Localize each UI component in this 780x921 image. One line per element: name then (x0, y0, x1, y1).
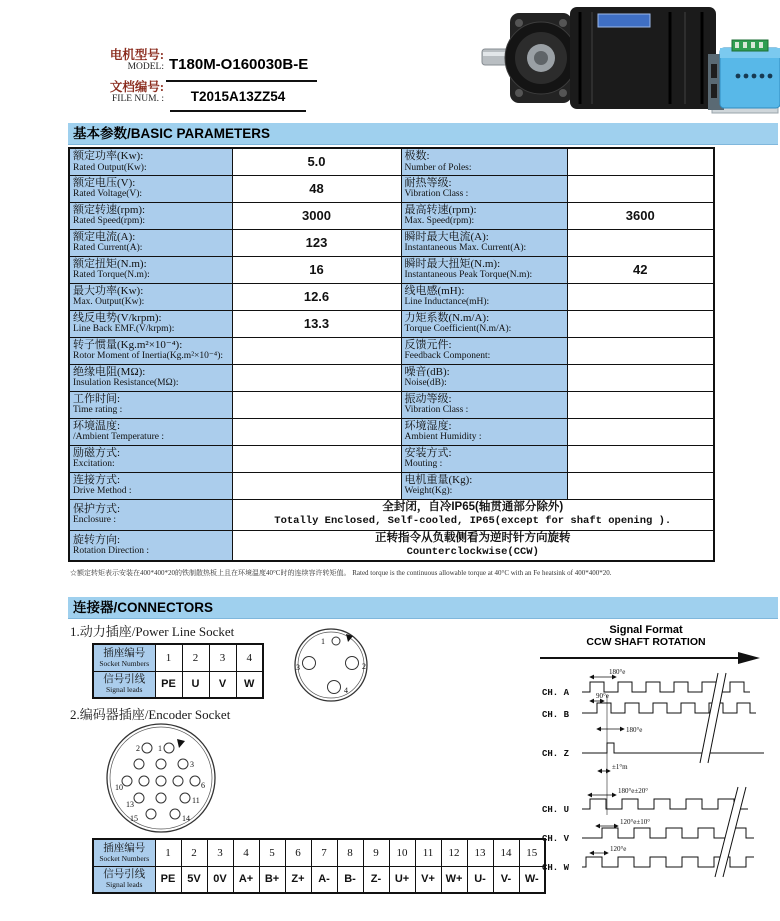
waveforms (512, 665, 780, 883)
signal-lead-cell: V (209, 671, 236, 698)
param-label-right: 环境湿度: Ambient Humidity : (401, 418, 567, 445)
param-label-right: 反馈元件: Feedback Component: (401, 337, 567, 364)
param-value-left (232, 472, 401, 499)
pin-label: 4 (344, 686, 348, 695)
pin-label: 6 (201, 781, 205, 790)
param-value-right (567, 391, 714, 418)
key-arrow-icon (177, 739, 185, 748)
signal-leads-label: 信号引线 Signal leads (93, 671, 155, 698)
annotation-180e20: 180°e±20° (618, 787, 649, 795)
channel-b-label: CH. B (542, 710, 570, 720)
socket-number-cell: 6 (285, 839, 311, 866)
channel-z-label: CH. Z (542, 749, 570, 759)
annotation-180e-a: 180°e (609, 668, 626, 676)
table-row (69, 175, 714, 202)
pin-label: 11 (192, 796, 200, 805)
param-value-right (567, 283, 714, 310)
table-row (69, 391, 714, 418)
socket-numbers-label: 插座编号 Socket Numbers (93, 644, 155, 671)
signal-lead-cell: A- (311, 866, 337, 893)
param-label-right: 瞬时最大扭矩(N.m): Instantaneous Peak Torque(N.m): (401, 256, 567, 283)
param-label-right: 最高转速(rpm): Max. Speed(rpm): (401, 202, 567, 229)
param-value-left: 48 (232, 175, 401, 202)
signal-lead-cell: V+ (415, 866, 441, 893)
socket-number-cell: 5 (259, 839, 285, 866)
table-row (69, 418, 714, 445)
table-row-rotation (69, 530, 714, 561)
signal-lead-cell: V- (493, 866, 519, 893)
socket-number-cell: 4 (233, 839, 259, 866)
signal-format-title: Signal Format (609, 624, 683, 636)
socket-number-cell: 8 (337, 839, 363, 866)
annotation-120e: 120°e (610, 845, 627, 853)
param-label-left: 励磁方式: Excitation: (69, 445, 232, 472)
param-value-left: 5.0 (232, 148, 401, 175)
pin-label: 13 (126, 800, 134, 809)
table-row (69, 337, 714, 364)
signal-lead-cell: Z- (363, 866, 389, 893)
table-row (69, 283, 714, 310)
pin-label: 1 (321, 637, 325, 646)
encoder-socket-table (92, 838, 546, 894)
param-label-left: 环境温度: /Ambient Temperature : (69, 418, 232, 445)
model-value: T180M-O160030B-E (166, 50, 317, 82)
param-value-right (567, 445, 714, 472)
param-label-right: 线电感(mH): Line Inductance(mH): (401, 283, 567, 310)
param-label-left: 工作时间: Time rating : (69, 391, 232, 418)
channel-v-label: CH. V (542, 834, 570, 844)
param-value-right: 3600 (567, 202, 714, 229)
signal-lead-cell: U- (467, 866, 493, 893)
param-value-left (232, 418, 401, 445)
socket-number-cell: 4 (236, 644, 263, 671)
signal-lead-cell: A+ (233, 866, 259, 893)
param-label-left: 最大功率(Kw): Max. Output(Kw): (69, 283, 232, 310)
signal-lead-cell: W (236, 671, 263, 698)
param-label-right: 力矩系数(N.m/A): Torque Coefficient(N.m/A): (401, 310, 567, 337)
ccw-rotation-title: CCW SHAFT ROTATION (586, 636, 706, 648)
encoder-socket-diagram (105, 722, 217, 834)
param-label-left: 额定扭矩(N.m): Rated Torque(N.m): (69, 256, 232, 283)
file-num-label: 文档编号: FILE NUM. : (109, 80, 164, 105)
param-value-left (232, 337, 401, 364)
param-label-left: 转子惯量(Kg.m²×10⁻⁴): Rotor Moment of Inertia(Kg.m²×10⁻⁴): (69, 337, 232, 364)
channel-w-label: CH. W (542, 863, 570, 873)
basic-parameters-table (68, 147, 715, 562)
param-label-left: 额定转速(rpm): Rated Speed(rpm): (69, 202, 232, 229)
socket-number-cell: 1 (155, 839, 181, 866)
channel-u-label: CH. U (542, 805, 570, 815)
table-row (69, 445, 714, 472)
param-label-right: 极数: Number of Poles: (401, 148, 567, 175)
table-row (69, 256, 714, 283)
socket-numbers-label: 插座编号 Socket Numbers (93, 839, 155, 866)
signal-lead-cell: B- (337, 866, 363, 893)
power-socket-table (92, 643, 264, 699)
annotation-120e10: 120°e±10° (620, 818, 651, 826)
socket-numbers-row (93, 644, 263, 671)
param-value-right (567, 229, 714, 256)
param-label-left: 额定电流(A): Rated Current(A): (69, 229, 232, 256)
signal-leads-label: 信号引线 Signal leads (93, 866, 155, 893)
param-label-right: 振动等级: Vibration Class : (401, 391, 567, 418)
signal-format-diagram (512, 624, 780, 916)
socket-number-cell: 3 (207, 839, 233, 866)
param-label-right: 瞬时最大电流(A): Instantaneous Max. Current(A): (401, 229, 567, 256)
socket-number-cell: 1 (155, 644, 182, 671)
signal-lead-cell: PE (155, 671, 182, 698)
table-row (69, 229, 714, 256)
signal-leads-row (93, 671, 263, 698)
param-label-right: 电机重量(Kg): Weight(Kg): (401, 472, 567, 499)
param-label-right: 安装方式: Mouting : (401, 445, 567, 472)
pin-label: 3 (190, 760, 194, 769)
socket-number-cell: 13 (467, 839, 493, 866)
signal-lead-cell: PE (155, 866, 181, 893)
signal-lead-cell: 0V (207, 866, 233, 893)
power-socket-heading: 1.动力插座/Power Line Socket (70, 624, 235, 639)
basic-parameters-header: 基本参数/BASIC PARAMETERS (68, 123, 778, 145)
table-row (69, 202, 714, 229)
pin-label: 1 (158, 744, 162, 753)
param-value-right (567, 364, 714, 391)
socket-numbers-row (93, 839, 545, 866)
pin-label: 15 (130, 814, 138, 823)
rotation-arrow-icon (512, 651, 780, 665)
annotation-180e-b: 180°e (626, 726, 643, 734)
param-value-right (567, 175, 714, 202)
signal-lead-cell: U+ (389, 866, 415, 893)
signal-lead-cell: U (182, 671, 209, 698)
socket-number-cell: 7 (311, 839, 337, 866)
socket-number-cell: 11 (415, 839, 441, 866)
socket-number-cell: 14 (493, 839, 519, 866)
annotation-1m: ±1°m (612, 763, 628, 771)
param-label-enclosure: 保护方式: Enclosure : (69, 499, 232, 530)
file-num-value: T2015A13ZZ54 (170, 84, 306, 112)
socket-number-cell: 15 (519, 839, 545, 866)
param-value-left: 123 (232, 229, 401, 256)
socket-number-cell: 12 (441, 839, 467, 866)
param-value-right (567, 418, 714, 445)
table-row (69, 472, 714, 499)
param-value-left: 12.6 (232, 283, 401, 310)
pin-label: 2 (362, 662, 366, 671)
param-label-left: 绝缘电阻(MΩ): Insulation Resistance(MΩ): (69, 364, 232, 391)
param-value-right (567, 337, 714, 364)
socket-number-cell: 10 (389, 839, 415, 866)
param-label-left: 额定功率(Kw): Rated Output(Kw): (69, 148, 232, 175)
signal-lead-cell: W- (519, 866, 545, 893)
motor-product-image (480, 2, 780, 117)
param-value-rotation: 正转指令从负载侧看为逆时针方向旋转 Counterclockwise(CCW) (232, 530, 714, 561)
param-value-left: 16 (232, 256, 401, 283)
table-row (69, 310, 714, 337)
pin-label: 14 (182, 814, 190, 823)
param-value-right: 42 (567, 256, 714, 283)
socket-number-cell: 2 (181, 839, 207, 866)
param-label-left: 额定电压(V): Rated Voltage(V): (69, 175, 232, 202)
param-value-right (567, 148, 714, 175)
socket-number-cell: 9 (363, 839, 389, 866)
pin-label: 2 (136, 744, 140, 753)
param-value-left (232, 364, 401, 391)
param-label-right: 耐热等级: Vibration Class : (401, 175, 567, 202)
param-label-left: 连接方式: Drive Method : (69, 472, 232, 499)
param-value-left (232, 391, 401, 418)
encoder-socket-heading: 2.编码器插座/Encoder Socket (70, 707, 231, 722)
signal-lead-cell: W+ (441, 866, 467, 893)
param-value-left (232, 445, 401, 472)
rated-torque-footnote: ☆额定转矩表示安装在400*400*20的铁制散热板上且在环境温度40°C时的连续容许转矩值。 Rated torque is the continuous allowable torque at 40°C with an Fe heatsink of 400*400*20. (70, 569, 612, 577)
connectors-header: 连接器/CONNECTORS (68, 597, 778, 619)
table-row (69, 148, 714, 175)
socket-number-cell: 2 (182, 644, 209, 671)
power-socket-diagram (292, 627, 370, 703)
param-value-left: 13.3 (232, 310, 401, 337)
signal-lead-cell: 5V (181, 866, 207, 893)
pin-label: 10 (115, 783, 123, 792)
controller-image (708, 40, 780, 113)
signal-lead-cell: B+ (259, 866, 285, 893)
param-value-right (567, 310, 714, 337)
param-value-enclosure: 全封闭，自冷IP65(轴贯通部分除外) Totally Enclosed, Self-cooled, IP65(except for shaft opening ). (232, 499, 714, 530)
pin-label: 3 (296, 663, 300, 672)
param-value-right (567, 472, 714, 499)
annotation-90e: 90°e (596, 692, 609, 700)
param-label-right: 噪音(dB): Noise(dB): (401, 364, 567, 391)
table-row (69, 364, 714, 391)
socket-number-cell: 3 (209, 644, 236, 671)
model-label: 电机型号: MODEL: (109, 48, 164, 73)
param-label-left: 线反电势(V/krpm): Line Back EMF.(V/krpm): (69, 310, 232, 337)
param-value-left: 3000 (232, 202, 401, 229)
signal-leads-row (93, 866, 545, 893)
table-row-enclosure (69, 499, 714, 530)
param-label-rotation: 旋转方向: Rotation Direction : (69, 530, 232, 561)
signal-lead-cell: Z+ (285, 866, 311, 893)
channel-a-label: CH. A (542, 688, 570, 698)
